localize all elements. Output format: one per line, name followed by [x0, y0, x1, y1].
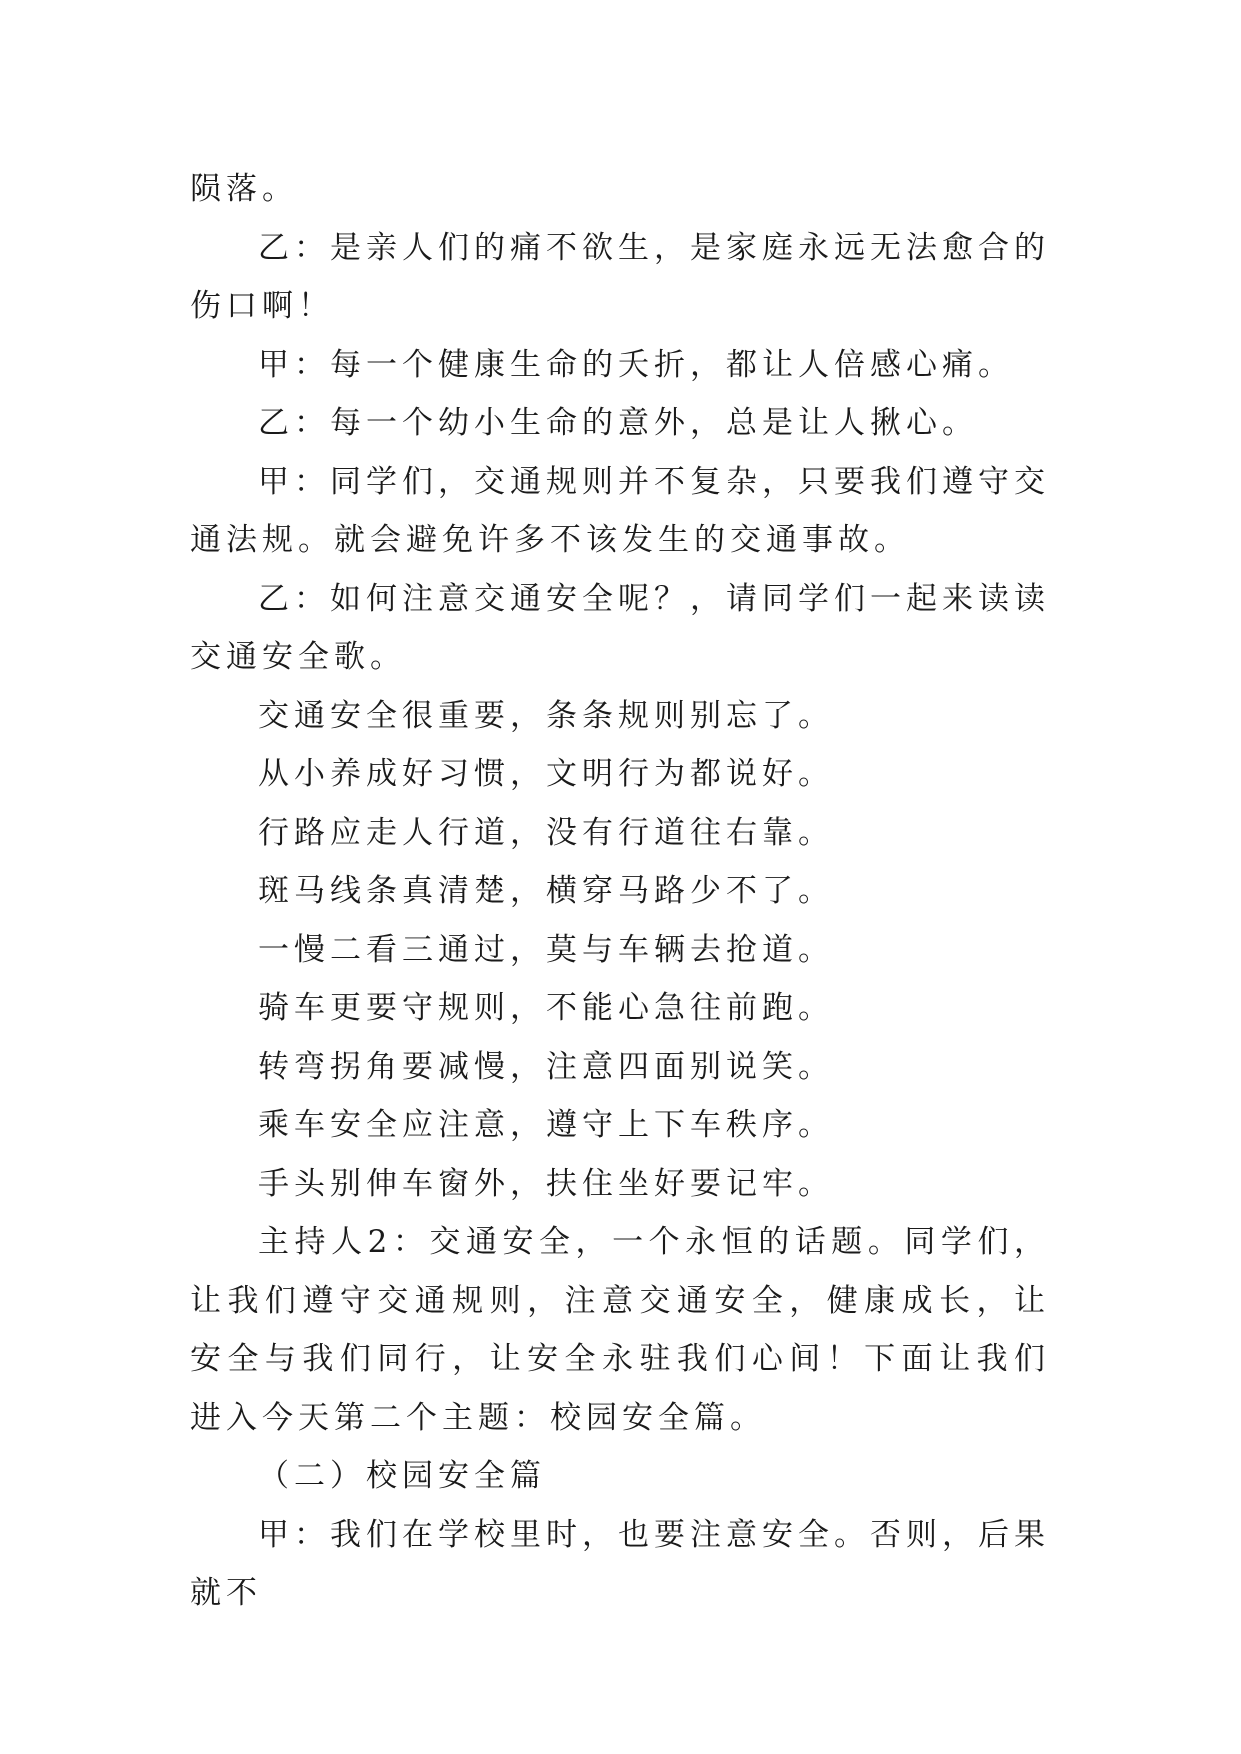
- host-paragraph: 主持人2：交通安全，一个永恒的话题。同学们，让我们遵守交通规则，注意交通安全，健康成长，让安全与我们同行，让安全永驻我们心间！下面让我们进入今天第二个主题：校园安全篇。: [190, 1224, 1050, 1436]
- dialogue-paragraph: 乙：每一个幼小生命的意外，总是让人揪心。: [258, 405, 978, 441]
- safety-song: [190, 687, 1050, 1214]
- poem-line: 斑马线条真清楚，横穿马路少不了。: [258, 873, 834, 909]
- document-body: [190, 160, 1050, 1623]
- poem-line: 乘车安全应注意，遵守上下车秩序。: [258, 1107, 834, 1143]
- dialogue-paragraph: 甲：同学们，交通规则并不复杂，只要我们遵守交通法规。就会避免许多不该发生的交通事故。: [190, 463, 1050, 558]
- poem-line: 骑车更要守规则，不能心急往前跑。: [258, 990, 834, 1026]
- dialogue-paragraph: 乙：如何注意交通安全呢？，请同学们一起来读读交通安全歌。: [190, 580, 1050, 675]
- continuation-text: 陨落。: [190, 171, 298, 207]
- poem-line: 从小养成好习惯，文明行为都说好。: [258, 756, 834, 792]
- poem-line: 手头别伸车窗外，扶住坐好要记牢。: [258, 1165, 834, 1202]
- dialogue-paragraph: 乙：是亲人们的痛不欲生，是家庭永远无法愈合的伤口啊！: [190, 229, 1050, 324]
- poem-line: 转弯拐角要减慢，注意四面别说笑。: [258, 1048, 834, 1085]
- dialogue-paragraph: 甲：每一个健康生命的夭折，都让人倍感心痛。: [258, 346, 1014, 383]
- poem-line: 一慢二看三通过，莫与车辆去抢道。: [258, 931, 834, 968]
- dialogue-paragraph: 甲：我们在学校里时，也要注意安全。否则，后果就不: [190, 1516, 1050, 1611]
- poem-line: 行路应走人行道，没有行道往右靠。: [258, 814, 834, 851]
- section-heading: （二）校园安全篇: [258, 1458, 546, 1494]
- poem-line: 交通安全很重要，条条规则别忘了。: [258, 697, 834, 734]
